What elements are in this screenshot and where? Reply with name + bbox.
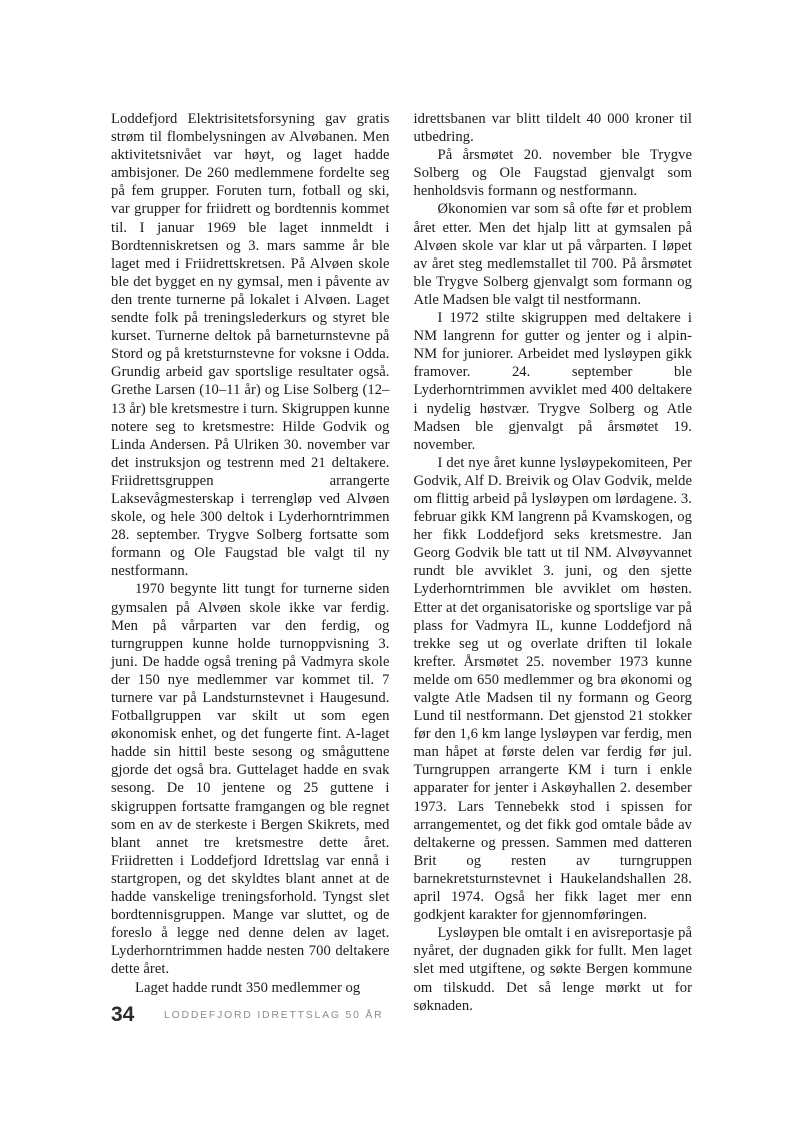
paragraph: På årsmøtet 20. november ble Trygve Solberg og Ole Faugstad gjenvalgt som henholdsvis formann og nestformann. xyxy=(413,147,692,200)
paragraph: Lysløypen ble omtalt i en avisreportasje på nyåret, der dugnaden gikk for fullt. Men laget slet med utgiftene, og søkte Bergen kommune om tilskudd. Det så lenge mørkt ut for søknaden. xyxy=(413,925,692,1014)
paragraph: Loddefjord Elektrisitetsforsyning gav gratis strøm til flombelysningen av Alvøbanen. Men aktivitetsnivået var høyt, og laget hadde ambisjoner. De 260 medlemmene fordelte seg på fem grupper. Foruten turn, fotball og ski, var grupper for friidrett og bordtennis kommet til. I januar 1969 ble laget innmeldt i Bordtenniskretsen og 3. mars samme år ble laget med i Friidrettskretsen. På Alvøen skole ble det bygget en ny gymsal, men i påvente av den trente turnerne på lokalet i Alvøen. Laget sendte folk på treningslederkurs og styret ble kurset. Turnerne deltok på barneturnstevne på Stord og på kretsturnstevne for voksne i Odda. Grundig arbeid gav sportslige resultater også. Grethe Larsen (10–11 år) og Lise Solberg (12–13 år) ble kretsmestre i turn. Skigruppen kunne notere seg to kretsmestre: Hilde Godvik og Linda Andersen. På Ulriken 30. november var det instruksjon og testrenn med 21 deltakere. Friidrettsgruppen arrangerte Laksevågmesterskap i terrengløp ved Alvøen skole, og hele 300 deltok i Lyderhorntrimmen 28. september. Trygve Solberg fortsatte som formann og Ole Faugstad ble valgt til ny nestformann. xyxy=(111,111,390,580)
paragraph: idrettsbanen var blitt tildelt 40 000 kroner til utbedring. xyxy=(413,111,692,146)
paragraph: Laget hadde rundt 350 medlemmer og xyxy=(135,979,361,996)
running-head: LODDEFJORD IDRETTSLAG 50 ÅR xyxy=(164,1010,384,1021)
paragraph: 1970 begynte litt tungt for turnerne siden gymsalen på Alvøen skole ikke var ferdig. Men på vårparten var den ferdig, og turngruppen kunne holde turnoppvisning 3. juni. De hadde også trening på Vadmyra skole der 150 nye medlemmer var kommet til. 7 turnere var på Landsturnstevnet i Haugesund. Fotballgruppen var skilt ut som egen økonomisk enhet, og det fungerte fint. A-laget hadde sin hittil beste sesong og småguttene gjorde det også bra. Guttelaget hadde en svak sesong. De 10 jentene og 25 guttene i skigruppen fortsatte framgangen og ble regnet som en av de sterkeste i Bergen Skikrets, med blant annet tre kretsmestre dette året. Friidretten i Loddefjord Idrettslag var ennå i startgropen, og det skyldtes blant annet at de hadde vanskelige treningsforhold. Tyngst slet bordtennisgruppen. Mange var sluttet, og de foreslo å legge ned denne delen av laget. Lyderhorntrimmen hadde nesten 700 deltakere dette året. xyxy=(111,581,390,978)
paragraph: I 1972 stilte skigruppen med deltakere i NM langrenn for gutter og jenter og i alpin-NM for juniorer. Arbeidet med lysløypen gikk framover. 24. september ble Lyderhorntrimmen avviklet med 400 deltakere i nydelig høstvær. Trygve Solberg og Atle Madsen ble gjenvalgt på årsmøtet 19. november. xyxy=(413,310,692,453)
right-column xyxy=(414,110,693,1015)
two-column-text-block xyxy=(111,110,692,1014)
page-number: 34 xyxy=(111,1003,135,1026)
left-column xyxy=(111,110,390,997)
paragraph: Økonomien var som så ofte før et problem året etter. Men det hjalp litt at gymsalen på Alvøen skole var klar ut på vårparten. I løpet av året steg medlemstallet til 700. På årsmøtet ble Trygve Solberg gjenvalgt som formann og Atle Madsen ble valgt til nestformann. xyxy=(413,201,692,308)
page-footer xyxy=(111,1004,692,1030)
paragraph: I det nye året kunne lysløypekomiteen, Per Godvik, Alf D. Breivik og Olav Godvik, melde om flittig arbeid på lysløypen om lørdagene. 3. februar gikk KM langrenn på Kvamskogen, og her fikk Loddefjord seks kretsmestre. Jan Georg Godvik ble tatt ut til NM. Alvøyvannet rundt ble avviklet 3. juni, og den sjette Lyderhorntrimmen ble avviklet om høsten. Etter at det organisatoriske og sportslige var på plass for Vadmyra IL, kunne Loddefjord nå trekke seg ut og overlate driften til lokale krefter. Årsmøtet 25. november 1973 kunne melde om 650 medlemmer og bra økonomi og valgte Atle Madsen til ny formann og Georg Lund til nestformann. Det gjenstod 21 stokker før den 1,6 km lange lysløypen var ferdig, men man håpet at første delen var ferdig før jul. Turngruppen arrangerte KM i turn i enkle apparater for jenter i Askøyhallen 2. desember 1973. Lars Tennebekk stod i spissen for arrangementet, og det fikk god omtale både av deltakerne og pressen. Sammen med datteren Brit og resten av turngruppen barnekretsturnstevnet i Haukelandshallen 28. april 1974. Også her fikk laget mer enn godkjent karakter for gjennomføringen. xyxy=(413,454,692,924)
